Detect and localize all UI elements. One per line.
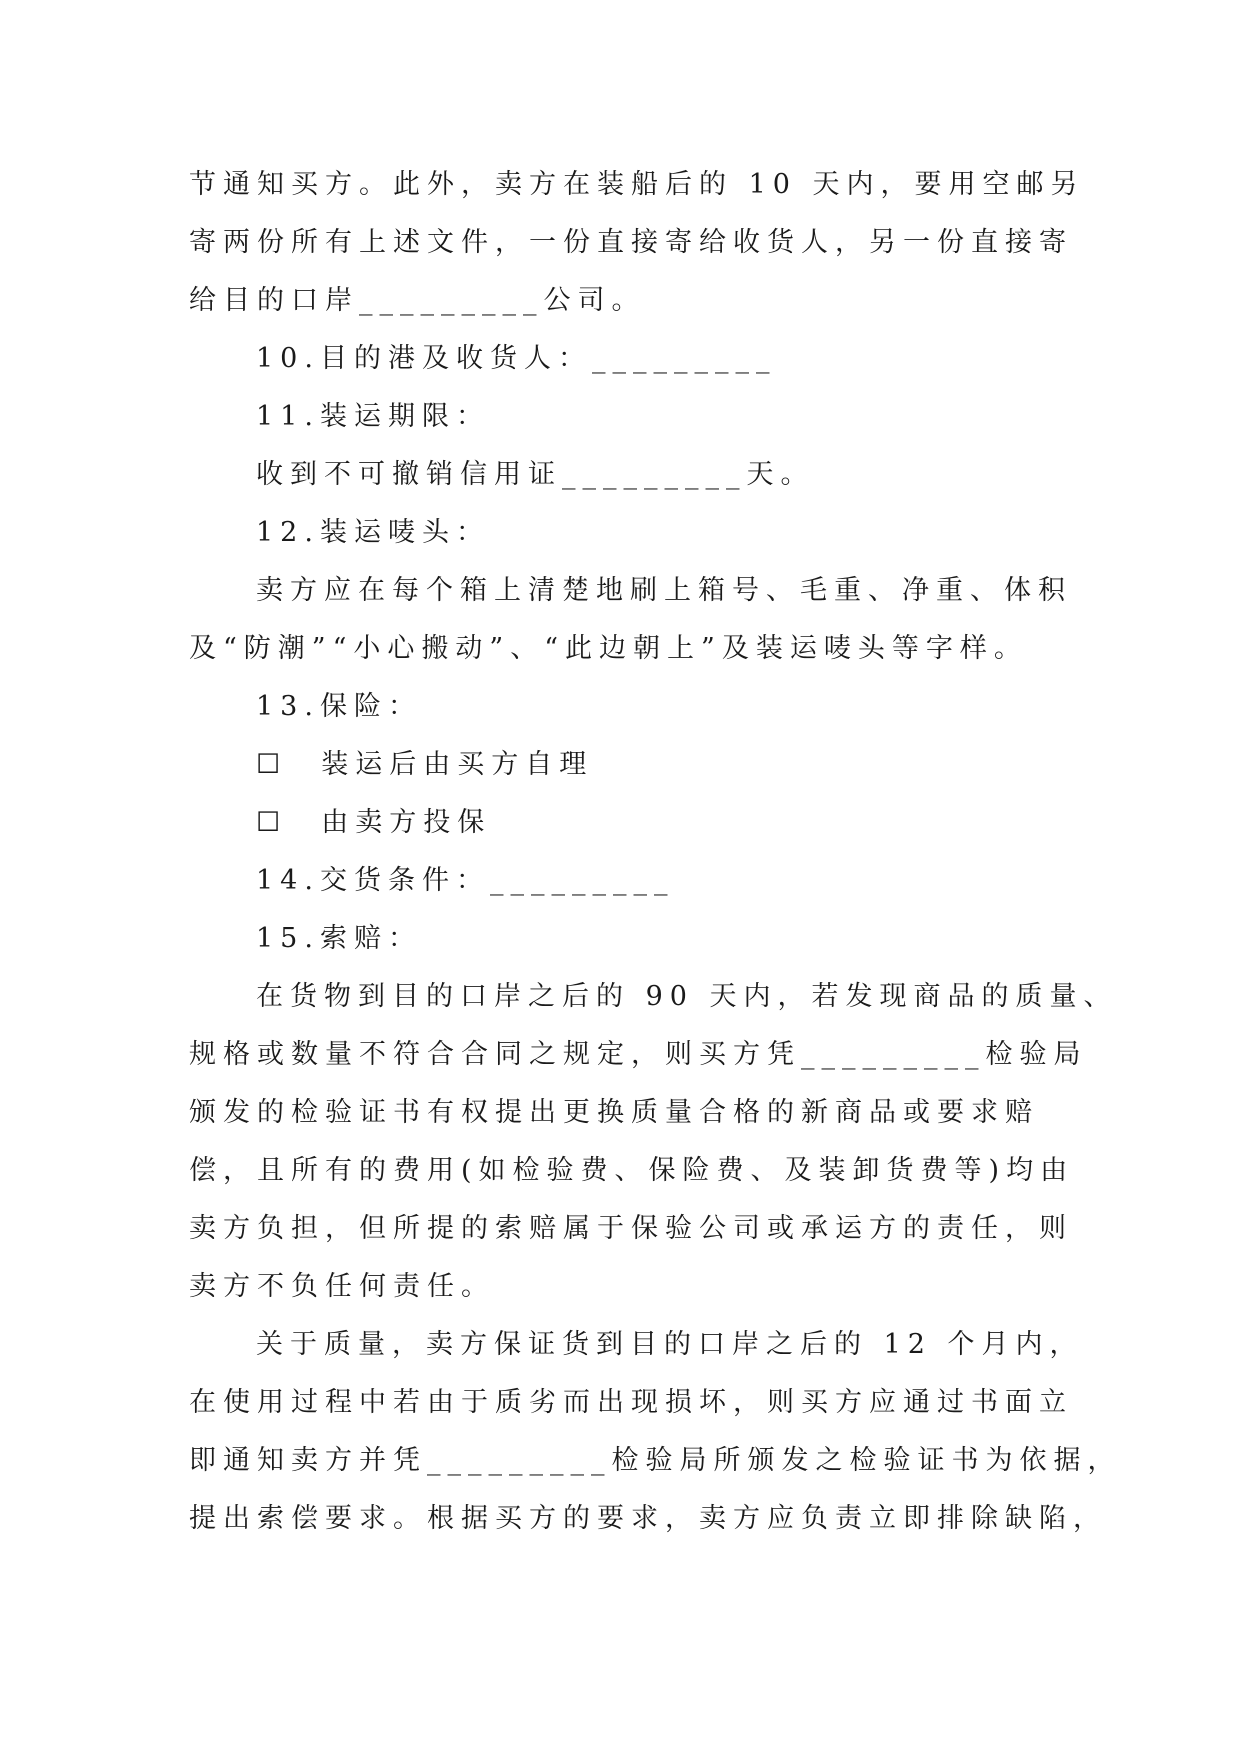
clause-heading-14: 14.交货条件：_________ [256, 865, 675, 896]
paragraph-line: 节通知买方。此外，卖方在装船后的 10 天内，要用空邮另 [189, 169, 1085, 200]
paragraph-line: 颁发的检验证书有权提出更换质量合格的新商品或要求赔 [189, 1097, 1039, 1128]
checkbox-option-buyer-insure: ☐ 装运后由买方自理 [256, 749, 594, 780]
paragraph-line: 提出索偿要求。根据买方的要求，卖方应负责立即排除缺陷， [189, 1503, 1107, 1534]
paragraph-line: 偿，且所有的费用(如检验费、保险费、及装卸货费等)均由 [189, 1155, 1075, 1186]
clause-heading-10: 10.目的港及收货人：_________ [256, 343, 777, 374]
clause-heading-12: 12.装运唛头： [256, 517, 490, 548]
paragraph-line: 及“防潮”“小心搬动”、“此边朝上”及装运唛头等字样。 [189, 633, 1028, 664]
paragraph-line: 卖方不负任何责任。 [189, 1271, 495, 1302]
paragraph-line: 在货物到目的口岸之后的 90 天内，若发现商品的质量、 [256, 981, 1118, 1012]
paragraph-line: 给目的口岸_________公司。 [189, 285, 646, 316]
clause-heading-15: 15.索赔： [256, 923, 422, 954]
clause-heading-11: 11.装运期限： [256, 401, 490, 432]
paragraph-line: 规格或数量不符合合同之规定，则买方凭_________检验局 [189, 1039, 1088, 1070]
paragraph-line: 收到不可撤销信用证_________天。 [256, 459, 815, 490]
paragraph-line: 在使用过程中若由于质劣而出现损坏，则买方应通过书面立 [189, 1387, 1073, 1418]
checkbox-option-seller-insure: ☐ 由卖方投保 [256, 807, 492, 838]
clause-heading-13: 13.保险： [256, 691, 422, 722]
paragraph-line: 卖方应在每个箱上清楚地刷上箱号、毛重、净重、体积 [256, 575, 1072, 606]
paragraph-line: 卖方负担，但所提的索赔属于保验公司或承运方的责任，则 [189, 1213, 1073, 1244]
paragraph-line: 即通知卖方并凭_________检验局所颁发之检验证书为依据， [189, 1445, 1122, 1476]
paragraph-line: 关于质量，卖方保证货到目的口岸之后的 12 个月内， [256, 1329, 1084, 1360]
paragraph-line: 寄两份所有上述文件，一份直接寄给收货人，另一份直接寄 [189, 227, 1073, 258]
